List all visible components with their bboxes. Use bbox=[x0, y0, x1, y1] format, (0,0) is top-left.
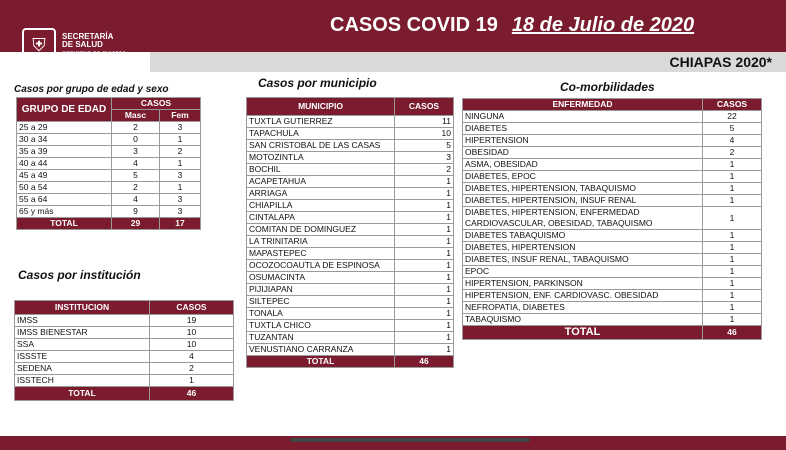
cell-cases: 1 bbox=[395, 200, 454, 212]
inst-section-title: Casos por institución bbox=[18, 268, 141, 282]
table-row bbox=[15, 351, 234, 363]
cell-cases: 4 bbox=[703, 135, 762, 147]
cell-name: SAN CRISTOBAL DE LAS CASAS bbox=[247, 140, 395, 152]
table-row bbox=[17, 206, 201, 218]
table-row bbox=[247, 308, 454, 320]
col-cases: CASOS bbox=[703, 99, 762, 111]
age-table bbox=[16, 97, 201, 230]
cell-name: DIABETES, HIPERTENSION, INSUF RENAL bbox=[463, 195, 703, 207]
cell-cases: 2 bbox=[395, 164, 454, 176]
table-row bbox=[247, 260, 454, 272]
cell-name: DIABETES, HIPERTENSION bbox=[463, 242, 703, 254]
table-row bbox=[17, 146, 201, 158]
total-label: TOTAL bbox=[17, 218, 112, 230]
cell-group: 65 y más bbox=[17, 206, 112, 218]
col-cases: CASOS bbox=[395, 98, 454, 116]
cell-name: DIABETES, INSUF RENAL, TABAQUISMO bbox=[463, 254, 703, 266]
table-row bbox=[463, 171, 762, 183]
cell-cases: 2 bbox=[150, 363, 234, 375]
table-row bbox=[463, 183, 762, 195]
cell-name: TONALA bbox=[247, 308, 395, 320]
table-row bbox=[247, 344, 454, 356]
cell-name: PIJIJIAPAN bbox=[247, 284, 395, 296]
table-row bbox=[463, 266, 762, 278]
total-masc: 29 bbox=[112, 218, 160, 230]
cell-name: HIPERTENSION bbox=[463, 135, 703, 147]
cell-cases: 1 bbox=[395, 344, 454, 356]
cell-name: NEFROPATIA, DIABETES bbox=[463, 302, 703, 314]
table-row bbox=[247, 116, 454, 128]
col-municipio: MUNICIPIO bbox=[247, 98, 395, 116]
cell-name: CINTALAPA bbox=[247, 212, 395, 224]
cell-name: TUXTLA GUTIERREZ bbox=[247, 116, 395, 128]
cell-name: TUZANTAN bbox=[247, 332, 395, 344]
state-label: CHIAPAS 2020* bbox=[669, 54, 772, 70]
cell-cases: 1 bbox=[703, 278, 762, 290]
cell-cases: 10 bbox=[395, 128, 454, 140]
cell-name: MOTOZINTLA bbox=[247, 152, 395, 164]
table-row bbox=[247, 152, 454, 164]
cell-cases: 1 bbox=[703, 266, 762, 278]
cell-m: 4 bbox=[112, 158, 160, 170]
cell-name: TUXTLA CHICO bbox=[247, 320, 395, 332]
cell-cases: 1 bbox=[395, 332, 454, 344]
cell-m: 3 bbox=[112, 146, 160, 158]
cell-cases: 1 bbox=[703, 207, 762, 230]
table-row bbox=[17, 170, 201, 182]
cell-group: 40 a 44 bbox=[17, 158, 112, 170]
cell-cases: 19 bbox=[150, 315, 234, 327]
cell-cases: 1 bbox=[395, 284, 454, 296]
total-value: 46 bbox=[395, 356, 454, 368]
table-row bbox=[463, 111, 762, 123]
cell-name: ASMA, OBESIDAD bbox=[463, 159, 703, 171]
table-row bbox=[247, 212, 454, 224]
table-row bbox=[463, 123, 762, 135]
cell-name: ISSTECH bbox=[15, 375, 150, 387]
table-row bbox=[463, 242, 762, 254]
col-cases: CASOS bbox=[112, 98, 201, 110]
cell-name: NINGUNA bbox=[463, 111, 703, 123]
cell-cases: 1 bbox=[703, 195, 762, 207]
cell-name: IMSS BIENESTAR bbox=[15, 327, 150, 339]
cell-name: IMSS bbox=[15, 315, 150, 327]
mun-total-row bbox=[247, 356, 454, 368]
cell-cases: 1 bbox=[703, 290, 762, 302]
cell-cases: 4 bbox=[150, 351, 234, 363]
table-row bbox=[463, 290, 762, 302]
cell-name: COMITAN DE DOMINGUEZ bbox=[247, 224, 395, 236]
logo-line2: DE SALUD bbox=[62, 40, 103, 50]
logo-text bbox=[62, 33, 126, 57]
cell-f: 3 bbox=[159, 206, 200, 218]
cell-name: TABAQUISMO bbox=[463, 314, 703, 326]
total-value: 46 bbox=[703, 326, 762, 340]
table-row bbox=[463, 302, 762, 314]
cell-cases: 10 bbox=[150, 327, 234, 339]
table-row bbox=[247, 128, 454, 140]
table-row bbox=[463, 159, 762, 171]
cell-m: 4 bbox=[112, 194, 160, 206]
cell-m: 5 bbox=[112, 170, 160, 182]
table-row bbox=[247, 176, 454, 188]
cell-cases: 1 bbox=[703, 314, 762, 326]
total-label: TOTAL bbox=[15, 387, 150, 401]
page-title bbox=[330, 14, 694, 37]
title-text: CASOS COVID 19 bbox=[330, 14, 498, 36]
video-scrub-bar[interactable] bbox=[290, 438, 530, 442]
age-total-row bbox=[17, 218, 201, 230]
col-age-group: GRUPO DE EDAD bbox=[17, 98, 112, 122]
cell-group: 35 a 39 bbox=[17, 146, 112, 158]
cell-cases: 1 bbox=[703, 171, 762, 183]
cell-name: ISSSTE bbox=[15, 351, 150, 363]
cell-name: EPOC bbox=[463, 266, 703, 278]
table-row bbox=[463, 314, 762, 326]
cell-name: MAPASTEPEC bbox=[247, 248, 395, 260]
age-section-title: Casos por grupo de edad y sexo bbox=[14, 84, 169, 95]
cell-f: 2 bbox=[159, 146, 200, 158]
com-section-title: Co-morbilidades bbox=[560, 80, 655, 94]
table-row bbox=[247, 320, 454, 332]
cell-name: VENUSTIANO CARRANZA bbox=[247, 344, 395, 356]
logo bbox=[22, 22, 152, 68]
cell-cases: 1 bbox=[150, 375, 234, 387]
cell-name: OBESIDAD bbox=[463, 147, 703, 159]
table-row bbox=[247, 272, 454, 284]
cell-group: 30 a 34 bbox=[17, 134, 112, 146]
cell-cases: 5 bbox=[395, 140, 454, 152]
cell-cases: 1 bbox=[703, 302, 762, 314]
table-row bbox=[247, 332, 454, 344]
table-row bbox=[15, 339, 234, 351]
cell-f: 3 bbox=[159, 122, 200, 134]
cell-name: BOCHIL bbox=[247, 164, 395, 176]
cell-f: 1 bbox=[159, 134, 200, 146]
cell-group: 45 a 49 bbox=[17, 170, 112, 182]
cell-cases: 1 bbox=[395, 176, 454, 188]
cell-name: TAPACHULA bbox=[247, 128, 395, 140]
state-seal-icon: ⛨ bbox=[22, 28, 56, 62]
cell-cases: 10 bbox=[150, 339, 234, 351]
table-row bbox=[463, 135, 762, 147]
cell-cases: 1 bbox=[703, 183, 762, 195]
com-total-row bbox=[463, 326, 762, 340]
col-enfermedad: ENFERMEDAD bbox=[463, 99, 703, 111]
table-row bbox=[463, 230, 762, 242]
cell-cases: 5 bbox=[703, 123, 762, 135]
table-row bbox=[463, 254, 762, 266]
table-row bbox=[247, 248, 454, 260]
table-row bbox=[247, 296, 454, 308]
total-label: TOTAL bbox=[247, 356, 395, 368]
cell-f: 3 bbox=[159, 170, 200, 182]
col-masc: Masc bbox=[112, 110, 160, 122]
cell-cases: 11 bbox=[395, 116, 454, 128]
cell-cases: 1 bbox=[703, 242, 762, 254]
cell-cases: 1 bbox=[395, 224, 454, 236]
cell-name: DIABETES, EPOC bbox=[463, 171, 703, 183]
table-row bbox=[15, 315, 234, 327]
cell-m: 9 bbox=[112, 206, 160, 218]
cell-group: 50 a 54 bbox=[17, 182, 112, 194]
cell-name: CHIAPILLA bbox=[247, 200, 395, 212]
table-row bbox=[463, 147, 762, 159]
table-row bbox=[247, 284, 454, 296]
institution-table bbox=[14, 300, 234, 401]
cell-cases: 3 bbox=[395, 152, 454, 164]
cell-name: LA TRINITARIA bbox=[247, 236, 395, 248]
table-row bbox=[463, 207, 762, 230]
cell-cases: 1 bbox=[395, 236, 454, 248]
cell-cases: 1 bbox=[395, 188, 454, 200]
cell-cases: 1 bbox=[395, 320, 454, 332]
cell-cases: 1 bbox=[703, 159, 762, 171]
cell-name: DIABETES, HIPERTENSION, ENFERMEDAD CARDIOVASCULAR, OBESIDAD, TABAQUISMO bbox=[463, 207, 703, 230]
table-row bbox=[15, 375, 234, 387]
cell-name: DIABETES bbox=[463, 123, 703, 135]
table-row bbox=[17, 182, 201, 194]
table-row bbox=[247, 164, 454, 176]
total-fem: 17 bbox=[159, 218, 200, 230]
cell-name: SSA bbox=[15, 339, 150, 351]
cell-group: 55 a 64 bbox=[17, 194, 112, 206]
cell-group: 25 a 29 bbox=[17, 122, 112, 134]
cell-name: DIABETES, HIPERTENSION, TABAQUISMO bbox=[463, 183, 703, 195]
table-row bbox=[17, 134, 201, 146]
cell-name: DIABETES TABAQUISMO bbox=[463, 230, 703, 242]
cell-f: 1 bbox=[159, 158, 200, 170]
table-row bbox=[15, 363, 234, 375]
table-row bbox=[247, 224, 454, 236]
cell-name: OCOZOCOAUTLA DE ESPINOSA bbox=[247, 260, 395, 272]
cell-f: 3 bbox=[159, 194, 200, 206]
inst-total-row bbox=[15, 387, 234, 401]
table-row bbox=[15, 327, 234, 339]
cell-m: 2 bbox=[112, 122, 160, 134]
col-fem: Fem bbox=[159, 110, 200, 122]
total-label: TOTAL bbox=[463, 326, 703, 340]
cell-name: SILTEPEC bbox=[247, 296, 395, 308]
cell-cases: 1 bbox=[395, 260, 454, 272]
table-row bbox=[17, 122, 201, 134]
cell-cases: 1 bbox=[395, 248, 454, 260]
table-row bbox=[17, 158, 201, 170]
table-row bbox=[463, 195, 762, 207]
report-date: 18 de Julio de 2020 bbox=[511, 14, 695, 36]
cell-cases: 2 bbox=[703, 147, 762, 159]
col-institution: INSTITUCION bbox=[15, 301, 150, 315]
cell-cases: 1 bbox=[395, 272, 454, 284]
cell-name: SEDENA bbox=[15, 363, 150, 375]
cell-name: HIPERTENSION, PARKINSON bbox=[463, 278, 703, 290]
cell-m: 2 bbox=[112, 182, 160, 194]
cell-name: ACAPETAHUA bbox=[247, 176, 395, 188]
total-value: 46 bbox=[150, 387, 234, 401]
table-row bbox=[247, 236, 454, 248]
cell-f: 1 bbox=[159, 182, 200, 194]
cell-name: OSUMACINTA bbox=[247, 272, 395, 284]
col-cases: CASOS bbox=[150, 301, 234, 315]
municipality-table bbox=[246, 97, 454, 368]
table-row bbox=[247, 140, 454, 152]
cell-cases: 1 bbox=[703, 230, 762, 242]
table-row bbox=[463, 278, 762, 290]
cell-cases: 1 bbox=[703, 254, 762, 266]
mun-section-title: Casos por municipio bbox=[258, 76, 377, 90]
cell-cases: 22 bbox=[703, 111, 762, 123]
cell-cases: 1 bbox=[395, 212, 454, 224]
logo-line3: GOBIERNO DE CHIAPAS bbox=[62, 50, 126, 57]
table-row bbox=[17, 194, 201, 206]
logo-line1: SECRETARÍA bbox=[62, 31, 114, 41]
cell-m: 0 bbox=[112, 134, 160, 146]
comorbidity-table bbox=[462, 98, 762, 340]
cell-name: HIPERTENSION, ENF. CARDIOVASC. OBESIDAD bbox=[463, 290, 703, 302]
cell-cases: 1 bbox=[395, 308, 454, 320]
cell-cases: 1 bbox=[395, 296, 454, 308]
table-row bbox=[247, 188, 454, 200]
table-row bbox=[247, 200, 454, 212]
cell-name: ARRIAGA bbox=[247, 188, 395, 200]
